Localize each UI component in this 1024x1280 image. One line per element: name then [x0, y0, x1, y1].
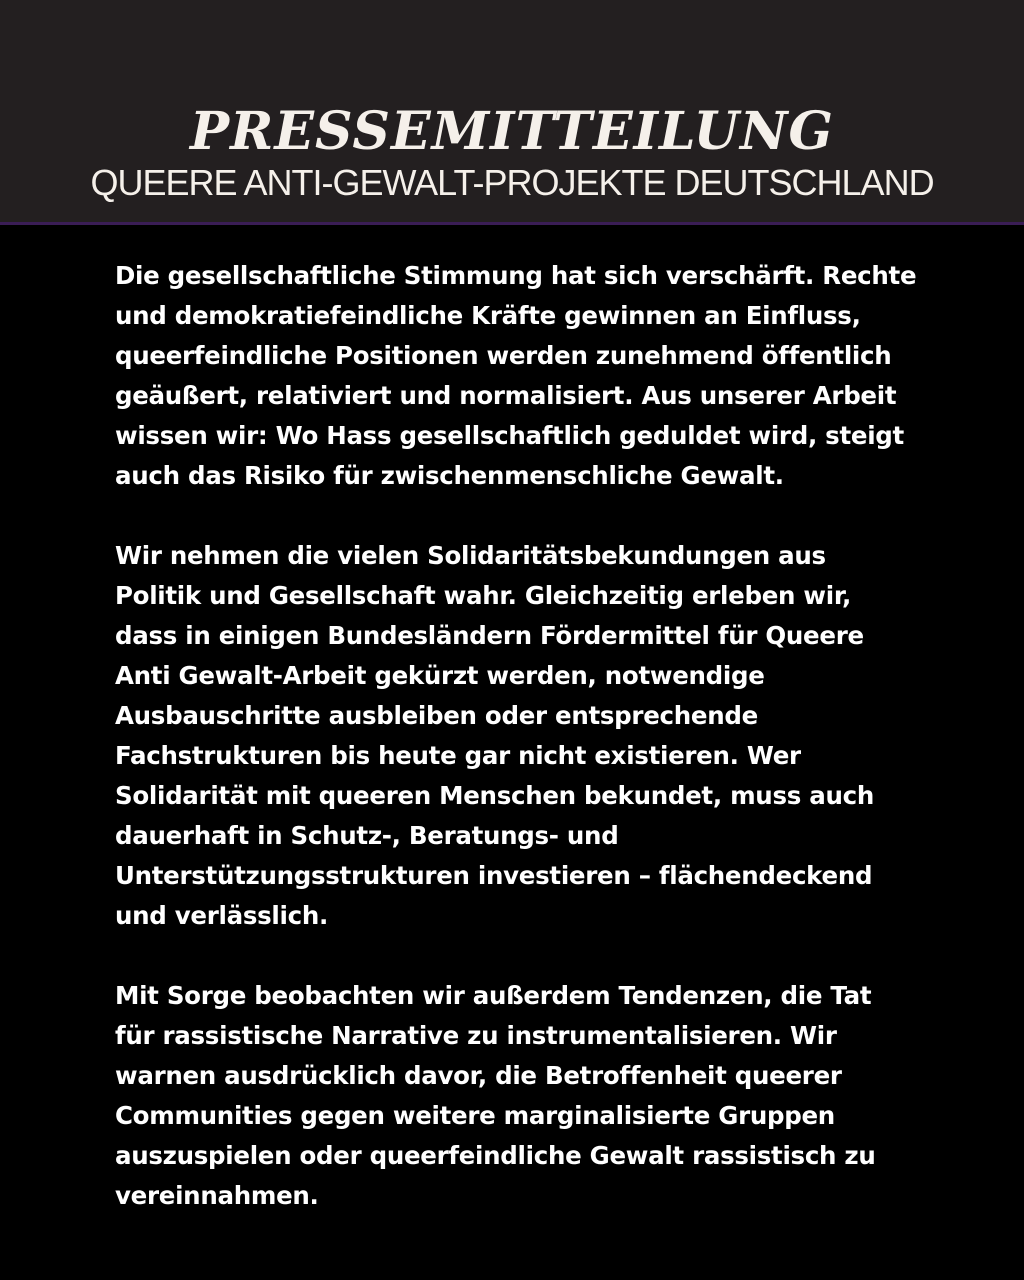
paragraph-political-climate: Die gesellschaftliche Stimmung hat sich verschärft. Rechte und demokratiefeindliche Kräfte gewinnen an Einfluss, queerfeindliche Positionen werden zunehmend öffentlich geäußert, relativiert und normalisiert. Aus unserer Arbeit wissen wir: Wo Hass gesellschaftlich geduldet wird, steigt auch das Risiko für zwischenmenschliche Gewalt.	[115, 261, 917, 490]
header-banner	[0, 0, 1024, 225]
page-subtitle: QUEERE ANTI-GEWALT-PROJEKTE DEUTSCHLAND	[90, 162, 934, 203]
press-release-body	[115, 256, 935, 1256]
paragraph-funding-cuts: Wir nehmen die vielen Solidaritätsbekundungen aus Politik und Gesellschaft wahr. Gleichzeitig erleben wir, dass in einigen Bundesländern Fördermittel für Queere Anti Gewalt-Arbeit gekürzt werden, notwendige Ausbauschritte ausbleiben oder entsprechende Fachstrukturen bis heute gar nicht existieren. Wer Solidarität mit queeren Menschen bekundet, muss auch dauerhaft in Schutz-, Beratungs- und Unterstützungsstrukturen investieren – flächendeckend und verlässlich.	[115, 541, 874, 930]
paragraph-racist-narratives: Mit Sorge beobachten wir außerdem Tendenzen, die Tat für rassistische Narrative zu instrumentalisieren. Wir warnen ausdrücklich davor, die Betroffenheit queerer Communities gegen weitere marginalisierte Gruppen auszuspielen oder queerfeindliche Gewalt rassistisch zu vereinnahmen.	[115, 981, 876, 1210]
page-title: PRESSEMITTEILUNG	[190, 101, 834, 162]
